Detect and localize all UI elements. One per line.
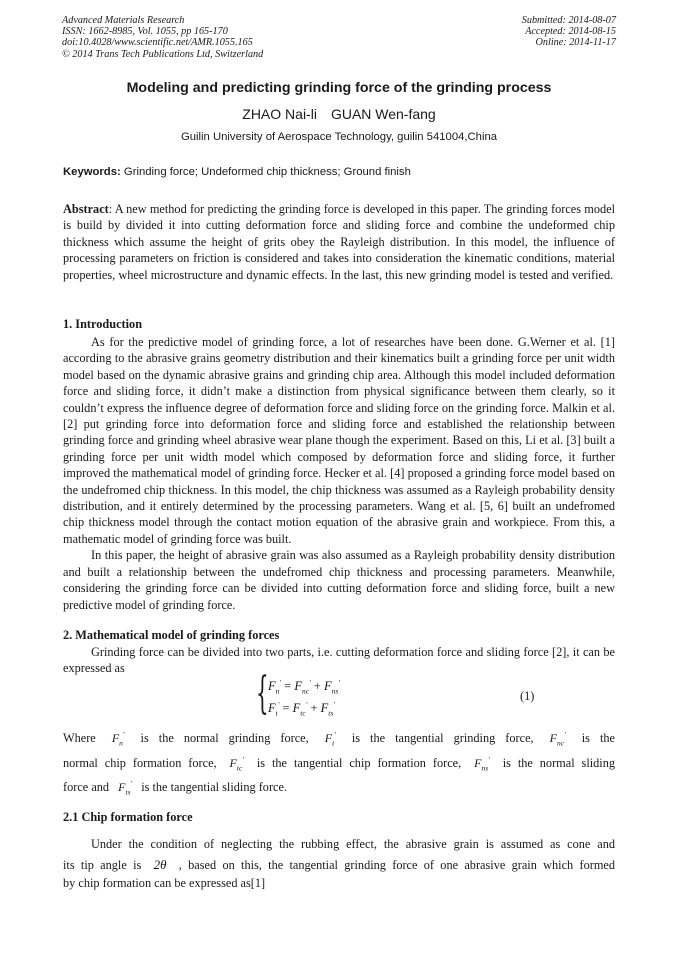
- affiliation: Guilin University of Aerospace Technology, guilin 541004,China: [180, 131, 498, 143]
- keywords: [63, 166, 615, 178]
- copyright-line: © 2014 Trans Tech Publications Ltd, Switzerland: [62, 48, 264, 60]
- where-line-3: force and $F_{ts}'$ is the tangential sliding force.: [63, 779, 288, 797]
- keywords-label: Keywords:: [63, 166, 121, 178]
- keywords-text: Grinding force; Undeformed chip thickness; Ground finish: [120, 166, 411, 178]
- model-paragraph: Grinding force can be divided into two parts, i.e. cutting deformation force and sliding force [2], it can be expressed as: [63, 645, 615, 676]
- journal-name: Advanced Materials Research: [62, 15, 185, 26]
- intro-paragraph-1: As for the predictive model of grinding force, a lot of researches have been done. G.Werner et al. [1] according to the abrasive grains geometry distribution and their kinematics built a grinding force per unit width model based on the dynamic abrasive grains and grinding chip area. Although this model included deformation force and sliding force, it didn’t make a distinction from physical significance between them clearly, so it couldn’t express the influence degree of deformation force and sliding force on the grinding force. Malkin et al. [2] put grinding force into deformation force and sliding force and established the relationship between grinding force and grinding wheel abrasive wear plane though the experiment. Based on this, Li et al. [3] built a grinding force per unit width model which composed by deformation force and sliding force, it further improved the mathematical model of grinding force. Hecker et al. [4] proposed a grinding force model based on the undefromed chip thickness. In this model, the chip thickness was assumed as a Rayleigh probability density distribution, and it entirely determined by the processing parameters. Wang et al. [5, 6] built an undefromed chip thickness model through the contact motion equation of the abrasive grain and workpiece. From this, a mathematic model of grinding force was built.: [63, 335, 615, 546]
- section-heading-model: 2. Mathematical model of grinding forces: [63, 628, 280, 642]
- section-heading-chip-formation: 2.1 Chip formation force: [63, 810, 193, 824]
- introduction-body: [63, 334, 615, 613]
- where-line-2: normal chip formation force, $F_{tc}'$ is the tangential chip formation force, $F_{ns}'$ is the normal sliding: [63, 755, 616, 773]
- accepted-date: Accepted: 2014-08-15: [525, 26, 616, 38]
- intro-paragraph-2: In this paper, the height of abrasive grain was also assumed as a Rayleigh probability density distribution and built a relationship between the undefromed chip thickness and processing parameters. Meanwhile, considering the grinding force can be divided into cutting deformation force and sliding force, built a new predictive model of grinding force.: [63, 548, 615, 612]
- submitted-date: Submitted: 2014-08-07: [521, 15, 616, 26]
- abstract: [63, 201, 615, 283]
- angle-symbol: 2θ: [153, 857, 167, 872]
- chip-line-3: by chip formation can be expressed as[1]: [63, 876, 266, 890]
- doi-line: doi:10.4028/www.scientific.net/AMR.1055.165: [62, 37, 253, 49]
- chip-line-1: Under the condition of neglecting the rubbing effect, the abrasive grain is assumed as cone and: [91, 837, 615, 851]
- authors: [0, 106, 678, 122]
- abstract-label: Abstract: [63, 202, 109, 216]
- author-1: ZHAO Nai-li: [242, 106, 317, 122]
- equation-brace: {: [256, 668, 269, 719]
- section-heading-introduction: 1. Introduction: [63, 317, 143, 331]
- equation-row-normal: $F_n' = F_{nc}' + F_{ns}'$: [268, 678, 340, 696]
- equation-1: [256, 668, 386, 722]
- dates-info: [522, 15, 616, 49]
- equation-number: (1): [520, 689, 535, 703]
- model-intro-paragraph: [63, 644, 615, 677]
- where-line-1: Where $F_n'$ is the normal grinding force, $F_t'$ is the tangential grinding force, $F_{nc}'$ is the: [63, 730, 615, 748]
- equation-row-tangential: $F_t' = F_{tc}' + F_{ts}'$: [268, 700, 335, 718]
- online-date: Online: 2014-11-17: [535, 37, 616, 49]
- paper-title: Modeling and predicting grinding force of the grinding process: [126, 80, 552, 96]
- journal-info: [62, 15, 263, 60]
- abstract-text: : A new method for predicting the grinding force is developed in this paper. The grinding forces model is build by divided it into cutting deformation force and sliding force and combine the undeformed chip thickness which assume the height of grits obey the Rayleigh distribution. In this model, the influence of processing parameters on friction is considered and takes into consideration the kinematic conditions, material properties, wheel microstructure and dynamic effects. In the last, this new grinding model is tested and verified.: [63, 202, 615, 282]
- chip-line-2: its tip angle is 2θ , based on this, the tangential grinding force of one abrasive grain which formed: [63, 857, 616, 872]
- author-2: GUAN Wen-fang: [330, 106, 436, 122]
- issn-line: ISSN: 1662-8985, Vol. 1055, pp 165-170: [62, 26, 228, 38]
